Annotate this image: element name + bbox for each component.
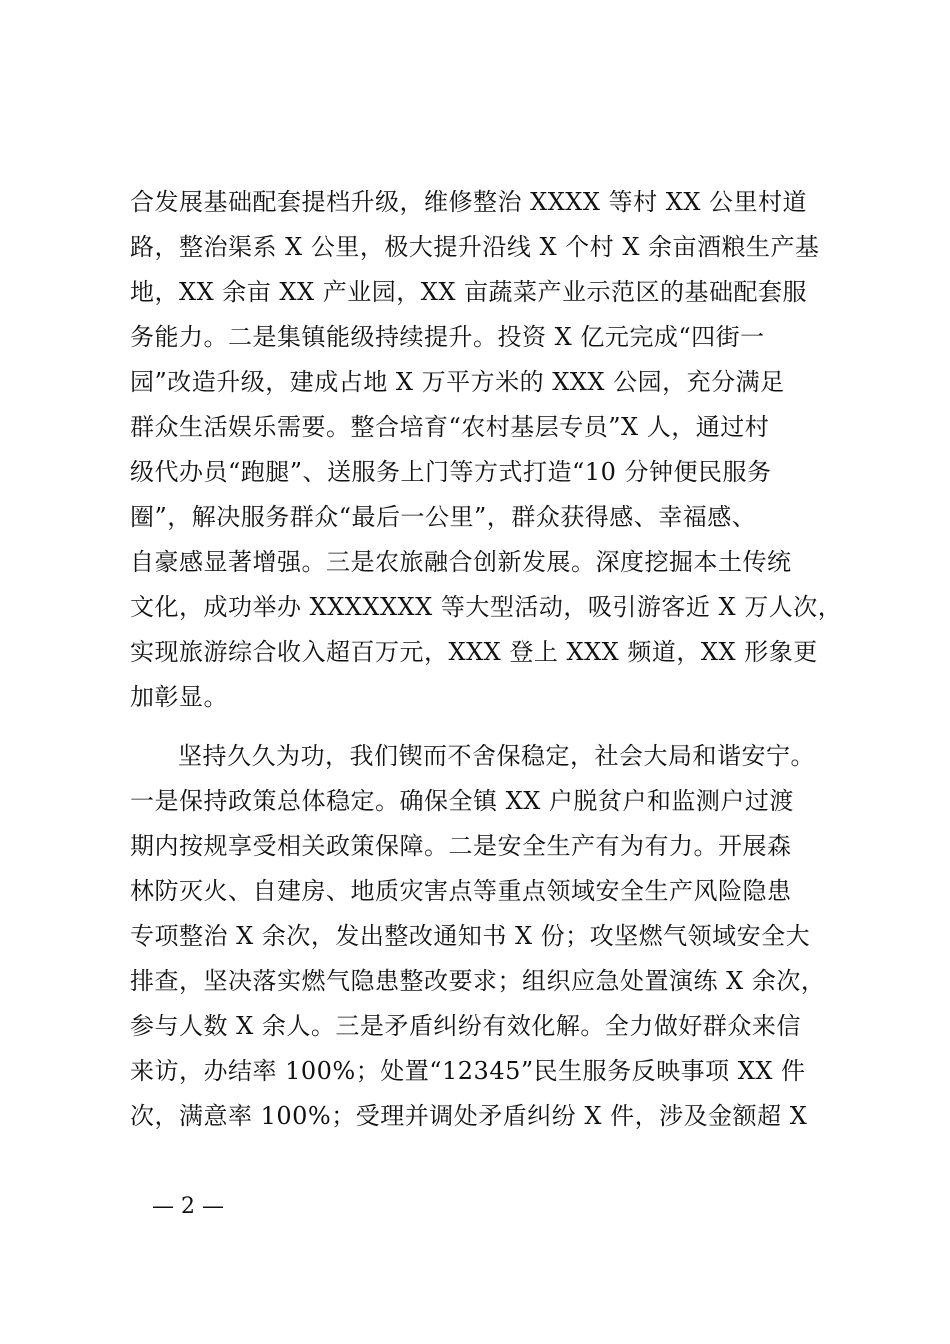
paragraph-line: 文化，成功举办 XXXXXXX 等大型活动，吸引游客近 X 万人次， — [130, 593, 843, 621]
paragraph-line: 林防灭火、自建房、地质灾害点等重点领域安全生产风险隐患 — [130, 877, 792, 905]
page-number: — 2 — — [152, 1194, 224, 1219]
paragraph-1 — [130, 180, 850, 720]
paragraph-line: 参与人数 X 余人。三是矛盾纠纷有效化解。全力做好群众来信 — [130, 1012, 801, 1040]
paragraph-line: 来访，办结率 100%；处置“12345”民生服务反映事项 XX 件 — [130, 1057, 806, 1085]
paragraph-line: 加彰显。 — [130, 683, 228, 711]
paragraph-line: 路，整治渠系 X 公里，极大提升沿线 X 个村 X 余亩酒粮生产基 — [130, 233, 820, 261]
paragraph-line: 专项整治 X 余次，发出整改通知书 X 份；攻坚燃气领域安全大 — [130, 922, 811, 950]
paragraph-line: 自豪感显著增强。三是农旅融合创新发展。深度挖掘本土传统 — [130, 548, 792, 576]
paragraph-line: 排查，坚决落实燃气隐患整改要求；组织应急处置演练 X 余次， — [130, 967, 826, 995]
body-text — [130, 180, 850, 1139]
paragraph-2 — [130, 734, 850, 1139]
paragraph-line: 级代办员“跑腿”、送服务上门等方式打造“10 分钟便民服务 — [130, 458, 772, 486]
paragraph-line: 一是保持政策总体稳定。确保全镇 XX 户脱贫户和监测户过渡 — [130, 787, 794, 815]
paragraph-line: 群众生活娱乐需要。整合培育“农村基层专员”X 人，通过村 — [130, 413, 770, 441]
paragraph-line: 务能力。二是集镇能级持续提升。投资 X 亿元完成“四街一 — [130, 323, 765, 351]
paragraph-line: 次，满意率 100%；受理并调处矛盾纠纷 X 件，涉及金额超 X — [130, 1102, 808, 1130]
paragraph-line: 实现旅游综合收入超百万元，XXX 登上 XXX 频道，XX 形象更 — [130, 638, 818, 666]
paragraph-line: 地，XX 余亩 XX 产业园，XX 亩蔬菜产业示范区的基础配套服 — [130, 278, 808, 306]
paragraph-line: 园”改造升级，建成占地 X 万平方米的 XXX 公园，充分满足 — [130, 368, 785, 396]
paragraph-line: 圈”，解决服务群众“最后一公里”，群众获得感、幸福感、 — [130, 503, 757, 531]
paragraph-spacer — [130, 720, 850, 734]
paragraph-line: 坚持久久为功，我们锲而不舍保稳定，社会大局和谐安宁。 — [178, 742, 815, 770]
paragraph-line: 合发展基础配套提档升级，维修整治 XXXX 等村 XX 公里村道 — [130, 188, 808, 216]
paragraph-line: 期内按规享受相关政策保障。二是安全生产有为有力。开展森 — [130, 832, 792, 860]
